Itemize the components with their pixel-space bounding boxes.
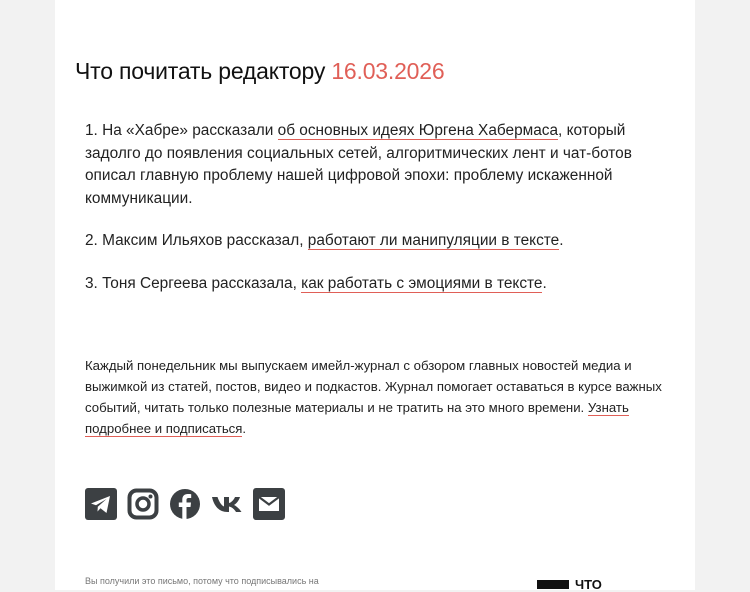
telegram-icon[interactable]	[85, 487, 117, 521]
about-paragraph: Каждый понедельник мы выпускаем имейл-журнал с обзором главных новостей медиа и выжимкой из статей, постов, видео и подкастов. Журнал помогает оставаться в курсе важных событий, читать только полезные материалы и не тратить на это много времени. Узнать подробнее и подписаться.	[85, 358, 662, 436]
logo-bar	[537, 580, 569, 589]
title-text: Что почитать редактору	[75, 58, 326, 84]
email-icon[interactable]	[253, 487, 285, 521]
subscribe-link[interactable]: Узнать подробнее и подписаться	[85, 400, 629, 436]
list-item: 3. Тоня Сергеева рассказала, как работать с эмоциями в тексте.	[85, 274, 547, 292]
list-item: 2. Максим Ильяхов рассказал, работают ли манипуляции в тексте.	[85, 232, 564, 249]
article-link-habermas[interactable]: об основных идеях Юргена Хабермаса	[277, 122, 559, 139]
reading-list	[85, 120, 670, 315]
logo-text: ЧТО	[575, 577, 602, 592]
title-date: 16.03.2026	[331, 58, 445, 84]
page-title	[75, 58, 444, 85]
newsletter-card	[55, 0, 695, 590]
instagram-icon[interactable]	[127, 487, 159, 521]
footer-note: Вы получили это письмо, потому что подписывались на	[85, 576, 319, 586]
vk-icon[interactable]	[211, 487, 243, 521]
list-item: 1. На «Хабре» рассказали об основных идеях Юргена Хабермаса, который задолго до появления социальных сетей, алгоритмических лент и чат-ботов описал главную проблему нашей цифровой эпохи: проблему искаженной коммуникации.	[85, 122, 632, 207]
facebook-icon[interactable]	[169, 487, 201, 521]
article-link-emotions[interactable]: как работать с эмоциями в тексте	[301, 274, 543, 292]
social-links	[85, 487, 285, 521]
article-link-manipulations[interactable]: работают ли манипуляции в тексте	[307, 232, 560, 249]
logo	[537, 578, 602, 591]
